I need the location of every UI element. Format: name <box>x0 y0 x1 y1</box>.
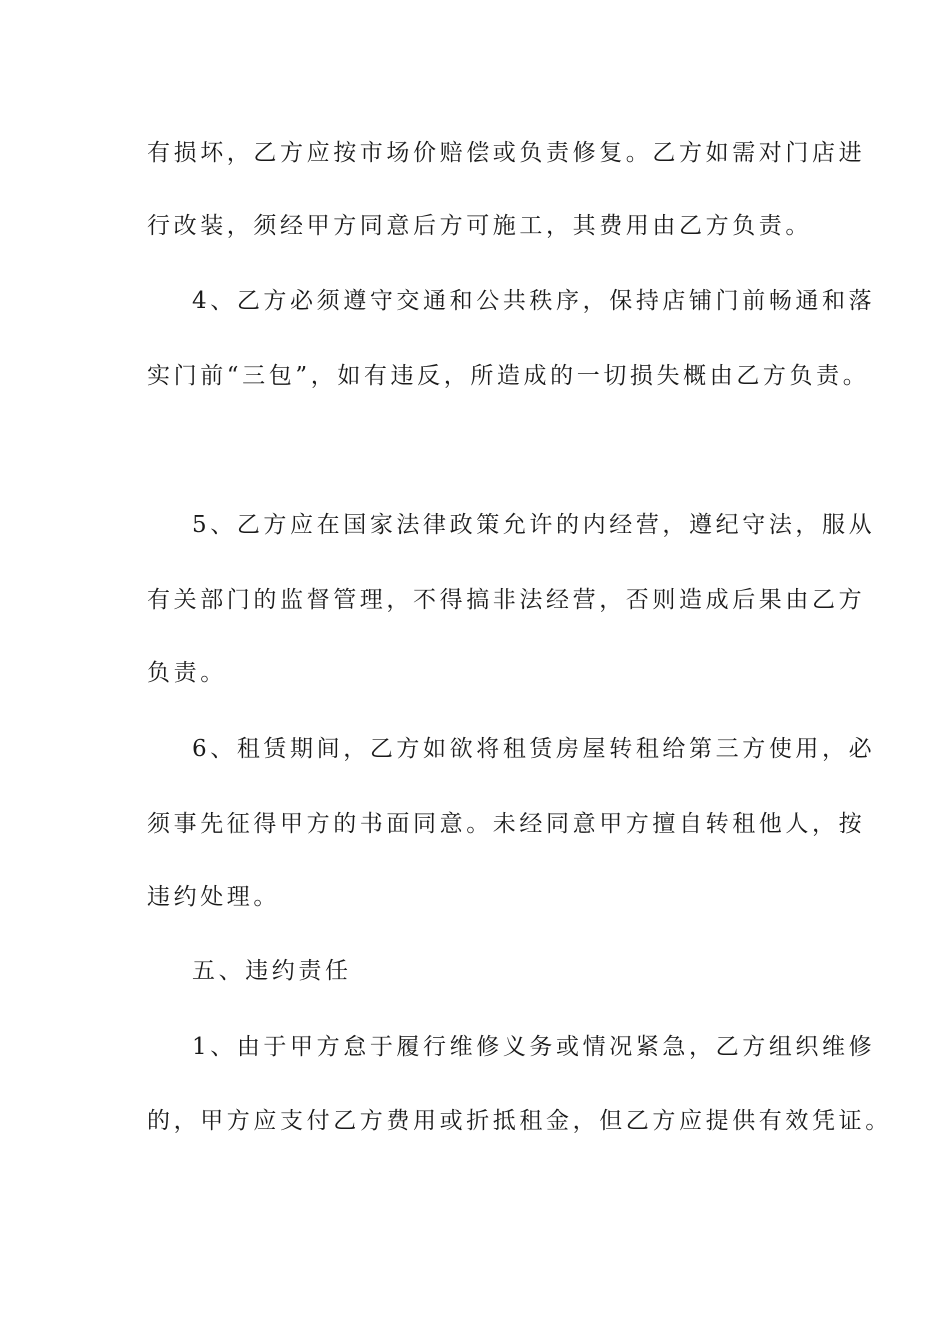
clause-1-line: 1、由于甲方怠于履行维修义务或情况紧急，乙方组织维修 <box>192 1034 876 1060</box>
clause-6-line: 6、租赁期间，乙方如欲将租赁房屋转租给第三方使用，必 <box>192 736 876 762</box>
clause-4-line: 4、乙方必须遵守交通和公共秩序，保持店铺门前畅通和落 <box>192 288 876 314</box>
paragraph-line: 有损坏，乙方应按市场价赔偿或负责修复。乙方如需对门店进 <box>147 140 866 166</box>
section-heading: 五、违约责任 <box>192 958 352 984</box>
paragraph-line: 行改装，须经甲方同意后方可施工，其费用由乙方负责。 <box>147 213 812 239</box>
paragraph-line: 违约处理。 <box>147 884 280 910</box>
paragraph-line: 有关部门的监督管理，不得搞非法经营，否则造成后果由乙方 <box>147 587 866 613</box>
paragraph-line: 负责。 <box>147 660 227 686</box>
paragraph-line: 实门前“三包”，如有违反，所造成的一切损失概由乙方负责。 <box>147 363 870 389</box>
paragraph-line: 的，甲方应支付乙方费用或折抵租金，但乙方应提供有效凭证。 <box>147 1108 892 1134</box>
clause-5-line: 5、乙方应在国家法律政策允许的内经营，遵纪守法，服从 <box>192 512 876 538</box>
paragraph-line: 须事先征得甲方的书面同意。未经同意甲方擅自转租他人，按 <box>147 811 866 837</box>
